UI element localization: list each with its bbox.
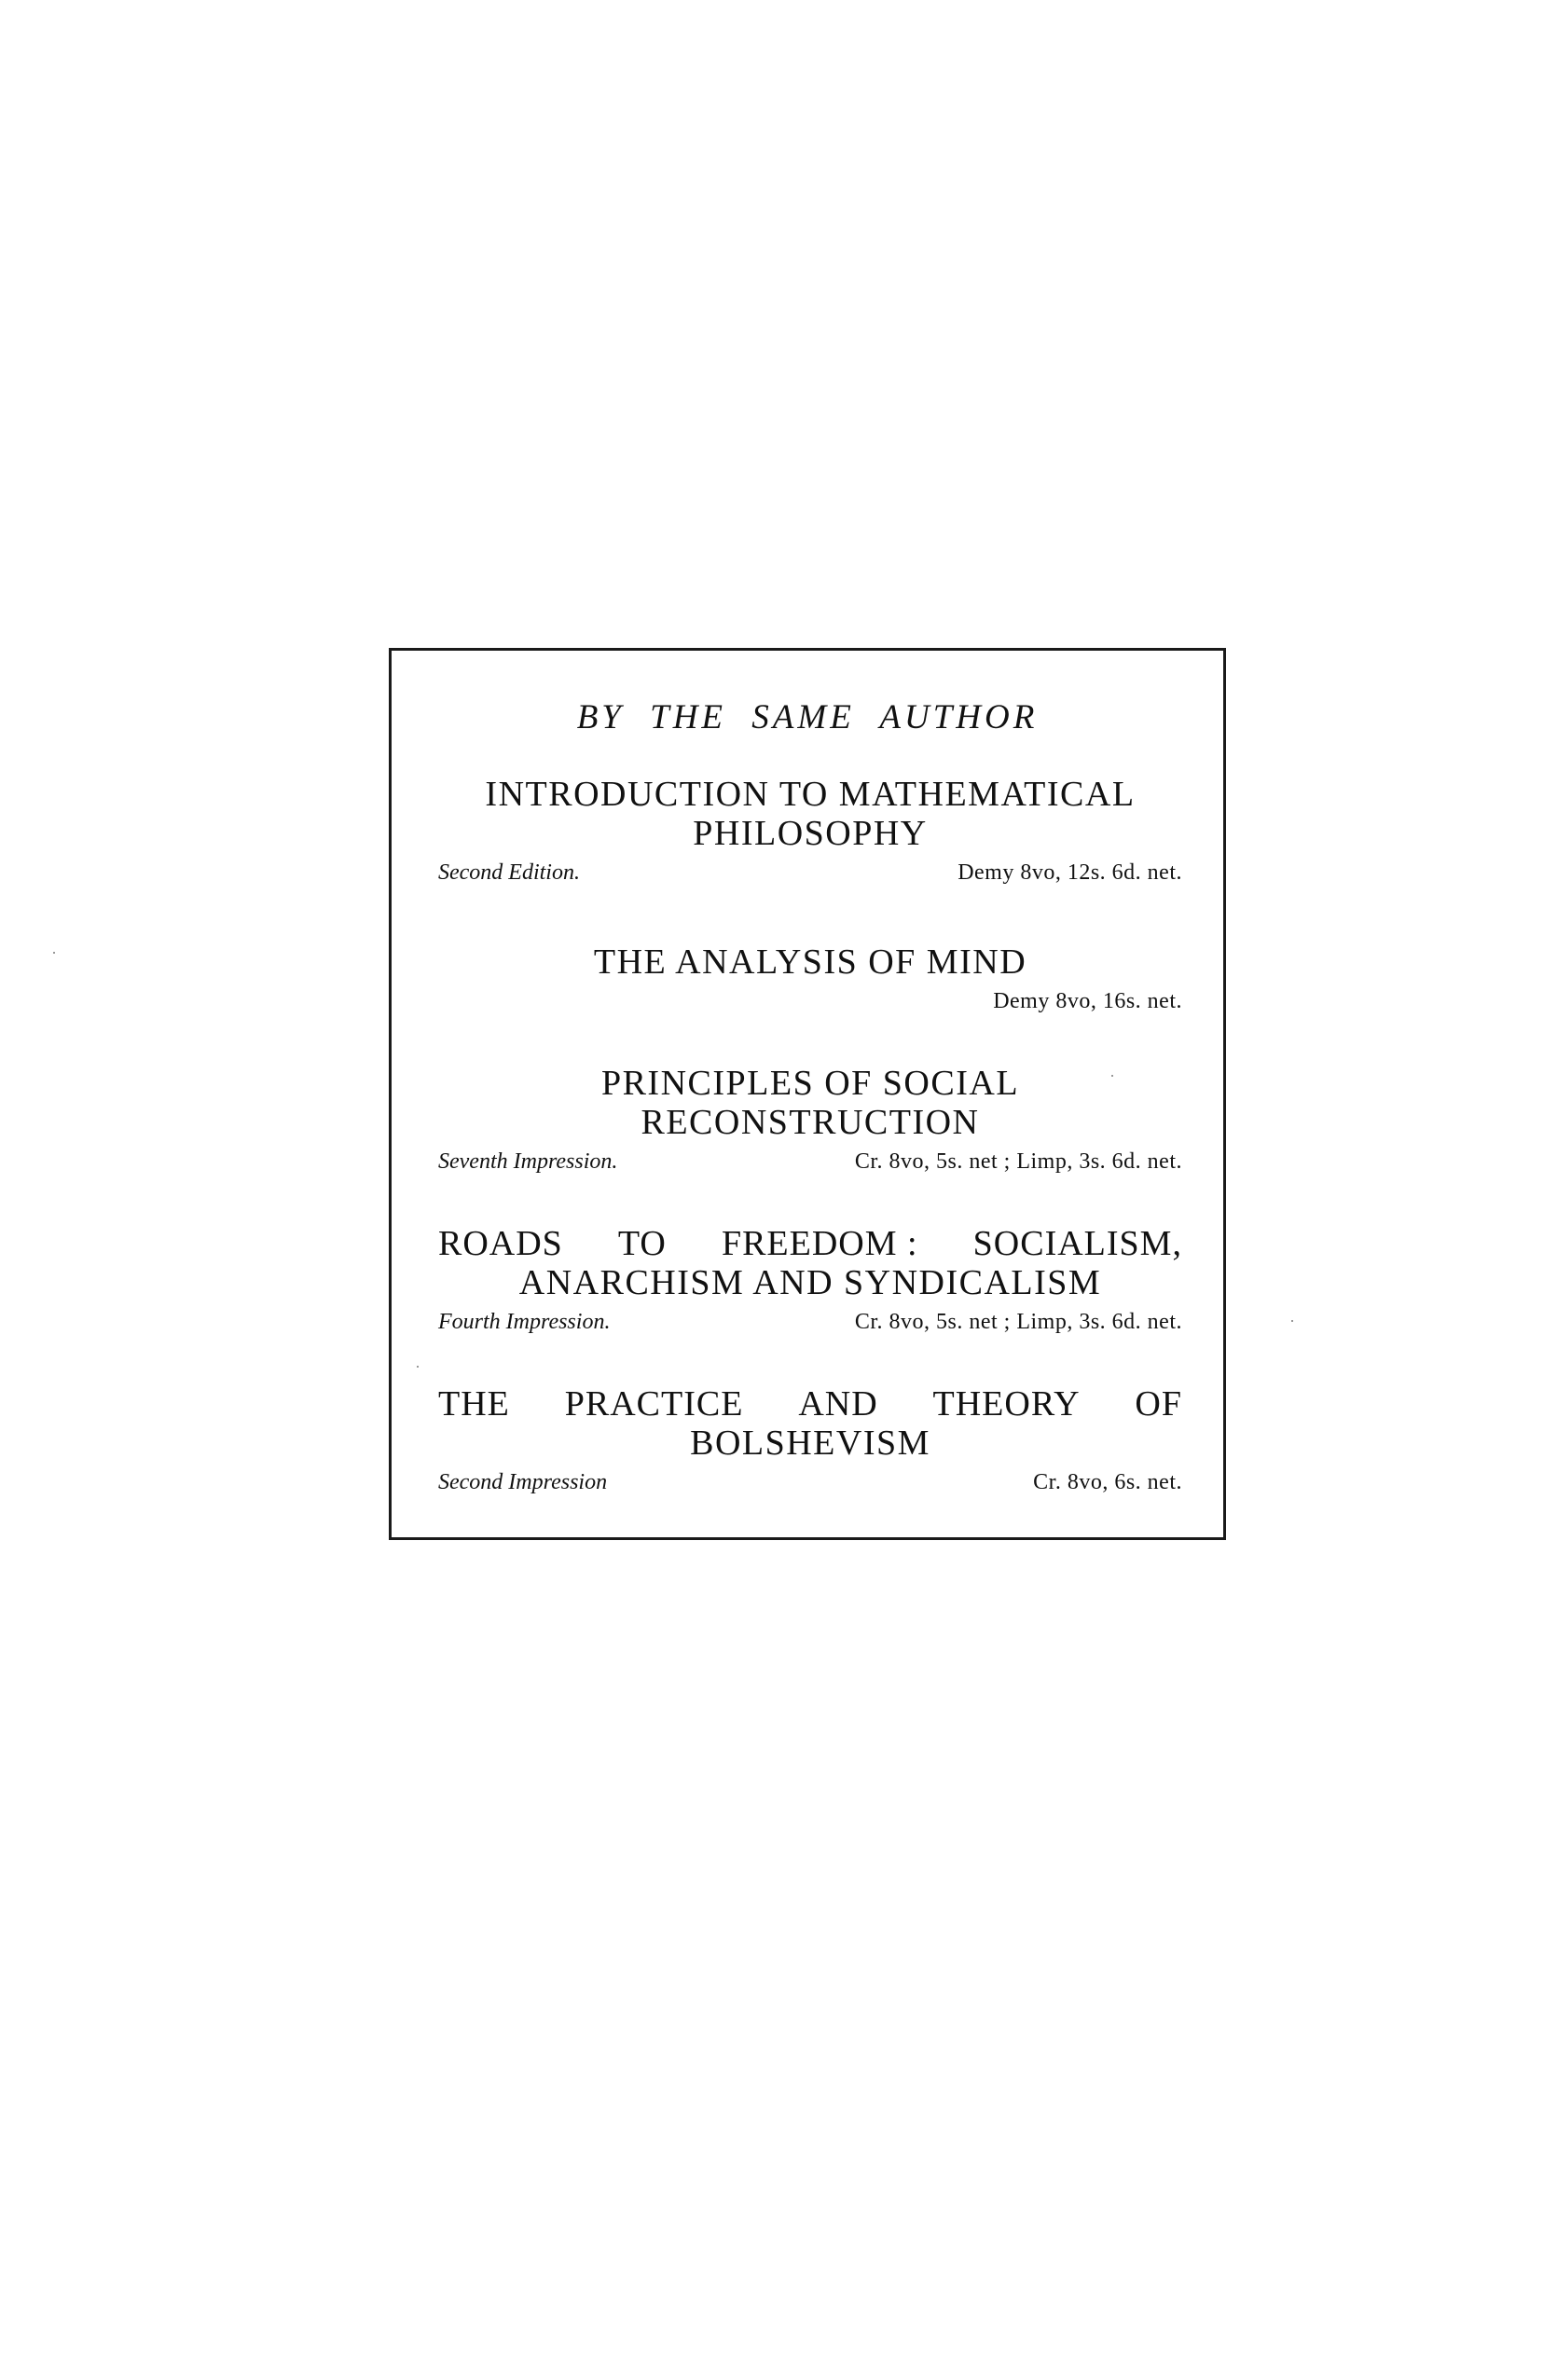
scan-speck — [53, 952, 55, 954]
book-title-line: ANARCHISM AND SYNDICALISM — [518, 1263, 1102, 1302]
title-word: PRACTICE — [564, 1384, 744, 1424]
title-word: ROADS — [438, 1224, 563, 1263]
title-word: AND — [798, 1384, 878, 1424]
book-edition: Fourth Impression. — [438, 1310, 611, 1334]
book-title-line: BOLSHEVISM — [690, 1424, 930, 1463]
book-entry-bolshevism — [438, 1384, 1182, 1496]
book-meta — [438, 1308, 1182, 1336]
advertisement-box — [389, 648, 1226, 1540]
book-entry-social-reconstruction — [438, 1064, 1182, 1176]
book-price: Cr. 8vo, 6s. net. — [1033, 1470, 1182, 1494]
book-title-line — [438, 1224, 1182, 1263]
book-meta — [438, 987, 1182, 1015]
book-title-line: THE ANALYSIS OF MIND — [593, 942, 1027, 982]
title-word: OF — [1135, 1384, 1182, 1424]
book-price: Demy 8vo, 12s. 6d. net. — [958, 860, 1182, 885]
scan-speck — [1291, 1320, 1293, 1322]
title-word: FREEDOM : — [721, 1224, 918, 1263]
book-edition: Seventh Impression. — [438, 1149, 618, 1174]
book-meta — [438, 1468, 1182, 1496]
book-entry-roads-to-freedom — [438, 1224, 1182, 1336]
title-word: SOCIALISM, — [972, 1224, 1182, 1263]
book-edition: Second Impression — [438, 1470, 608, 1494]
section-heading: BY THE SAME AUTHOR — [576, 698, 1039, 736]
book-price: Demy 8vo, 16s. net. — [993, 989, 1182, 1013]
scan-speck — [417, 1366, 419, 1368]
book-title-line: PHILOSOPHY — [693, 814, 928, 853]
title-word: TO — [617, 1224, 667, 1263]
book-entry-analysis-of-mind — [438, 942, 1182, 1015]
book-price: Cr. 8vo, 5s. net ; Limp, 3s. 6d. net. — [854, 1149, 1182, 1174]
title-word: THE — [438, 1384, 510, 1424]
book-title-line: RECONSTRUCTION — [641, 1103, 980, 1142]
book-title-line: PRINCIPLES OF SOCIAL — [600, 1064, 1020, 1103]
book-title-line: INTRODUCTION TO MATHEMATICAL — [485, 775, 1136, 814]
book-title-line — [438, 1384, 1182, 1424]
book-entry-mathematical-philosophy — [438, 775, 1182, 887]
book-meta — [438, 1148, 1182, 1176]
book-price: Cr. 8vo, 5s. net ; Limp, 3s. 6d. net. — [854, 1310, 1182, 1334]
book-edition: Second Edition. — [438, 860, 580, 885]
scan-speck — [1111, 1075, 1113, 1077]
title-word: THEORY — [932, 1384, 1081, 1424]
book-meta — [438, 859, 1182, 887]
